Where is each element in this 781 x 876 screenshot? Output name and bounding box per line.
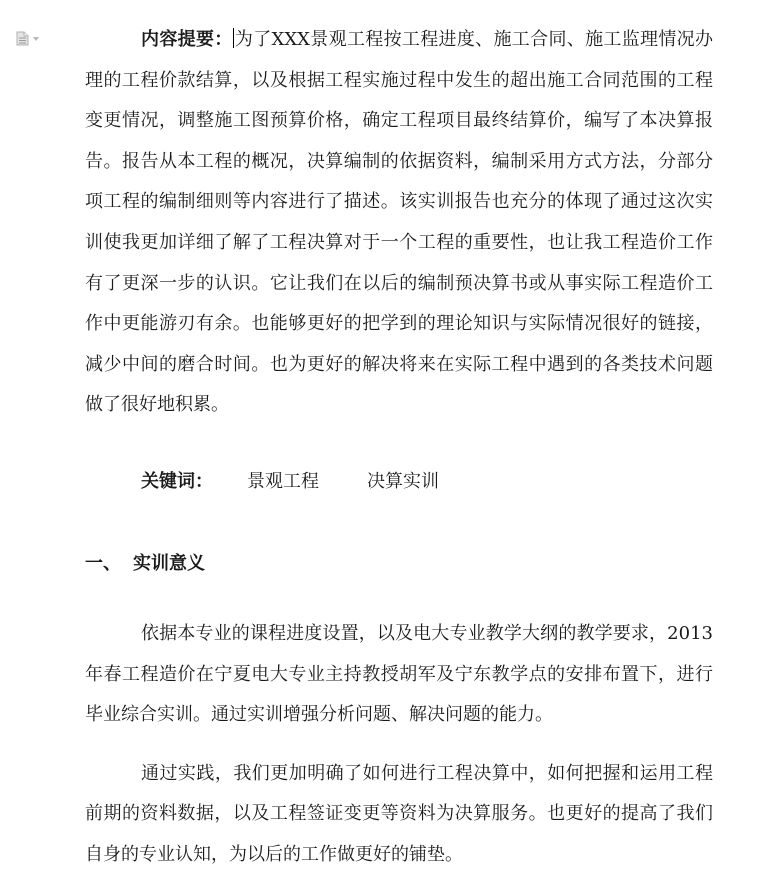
abstract-paragraph[interactable] [85,20,713,426]
keyword-item: 景观工程 [247,470,319,492]
document-options-icon[interactable] [16,30,46,46]
document-icon [16,31,29,46]
keywords-label: 关键词： [141,470,213,492]
document-page [85,20,713,876]
section-number: 一、 [85,552,121,574]
keyword-item: 决算实训 [367,470,439,492]
abstract-label: 内容提要： [141,29,233,50]
body-paragraph[interactable]: 依据本专业的课程进度设置，以及电大专业教学大纲的教学要求，2013年春工程造价在宁夏电大专业主持教授胡军及宁东教学点的安排布置下，进行毕业综合实训。通过实训增强分析问题、解决问题的能力。 [85,622,713,726]
section-heading [85,544,713,584]
keywords-line [85,462,713,502]
abstract-text: 为了XXX景观工程按工程进度、施工合同、施工监理情况办理的工程价款结算，以及根据工程实施过程中发生的超出施工合同范围的工程变更情况，调整施工图预算价格，确定工程项目最终结算价，编写了本决算报告。报告从本工程的概况，决算编制的依据资料，编制采用方式方法，分部分项工程的编制细则等内容进行了描述。该实训报告也充分的体现了通过这次实训使我更加详细了解了工程决算对于一个工程的重要性，也让我工程造价工作有了更深一步的认识。它让我们在以后的编制预决算书或从事实际工程造价工作中更能游刃有余。也能够更好的把学到的理论知识与实际情况很好的链接，减少中间的磨合时间。也为更好的解决将来在实际工程中遇到的各类技术问题做了很好地积累。 [85,29,713,416]
chevron-down-icon [33,37,39,41]
text-cursor [233,28,234,48]
section-title: 实训意义 [133,552,205,574]
body-paragraph[interactable]: 通过实践，我们更加明确了如何进行工程决算中，如何把握和运用工程前期的资料数据，以及工程签证变更等资料为决算服务。也更好的提高了我们自身的专业认知，为以后的工作做更好的铺垫。 [85,762,713,865]
